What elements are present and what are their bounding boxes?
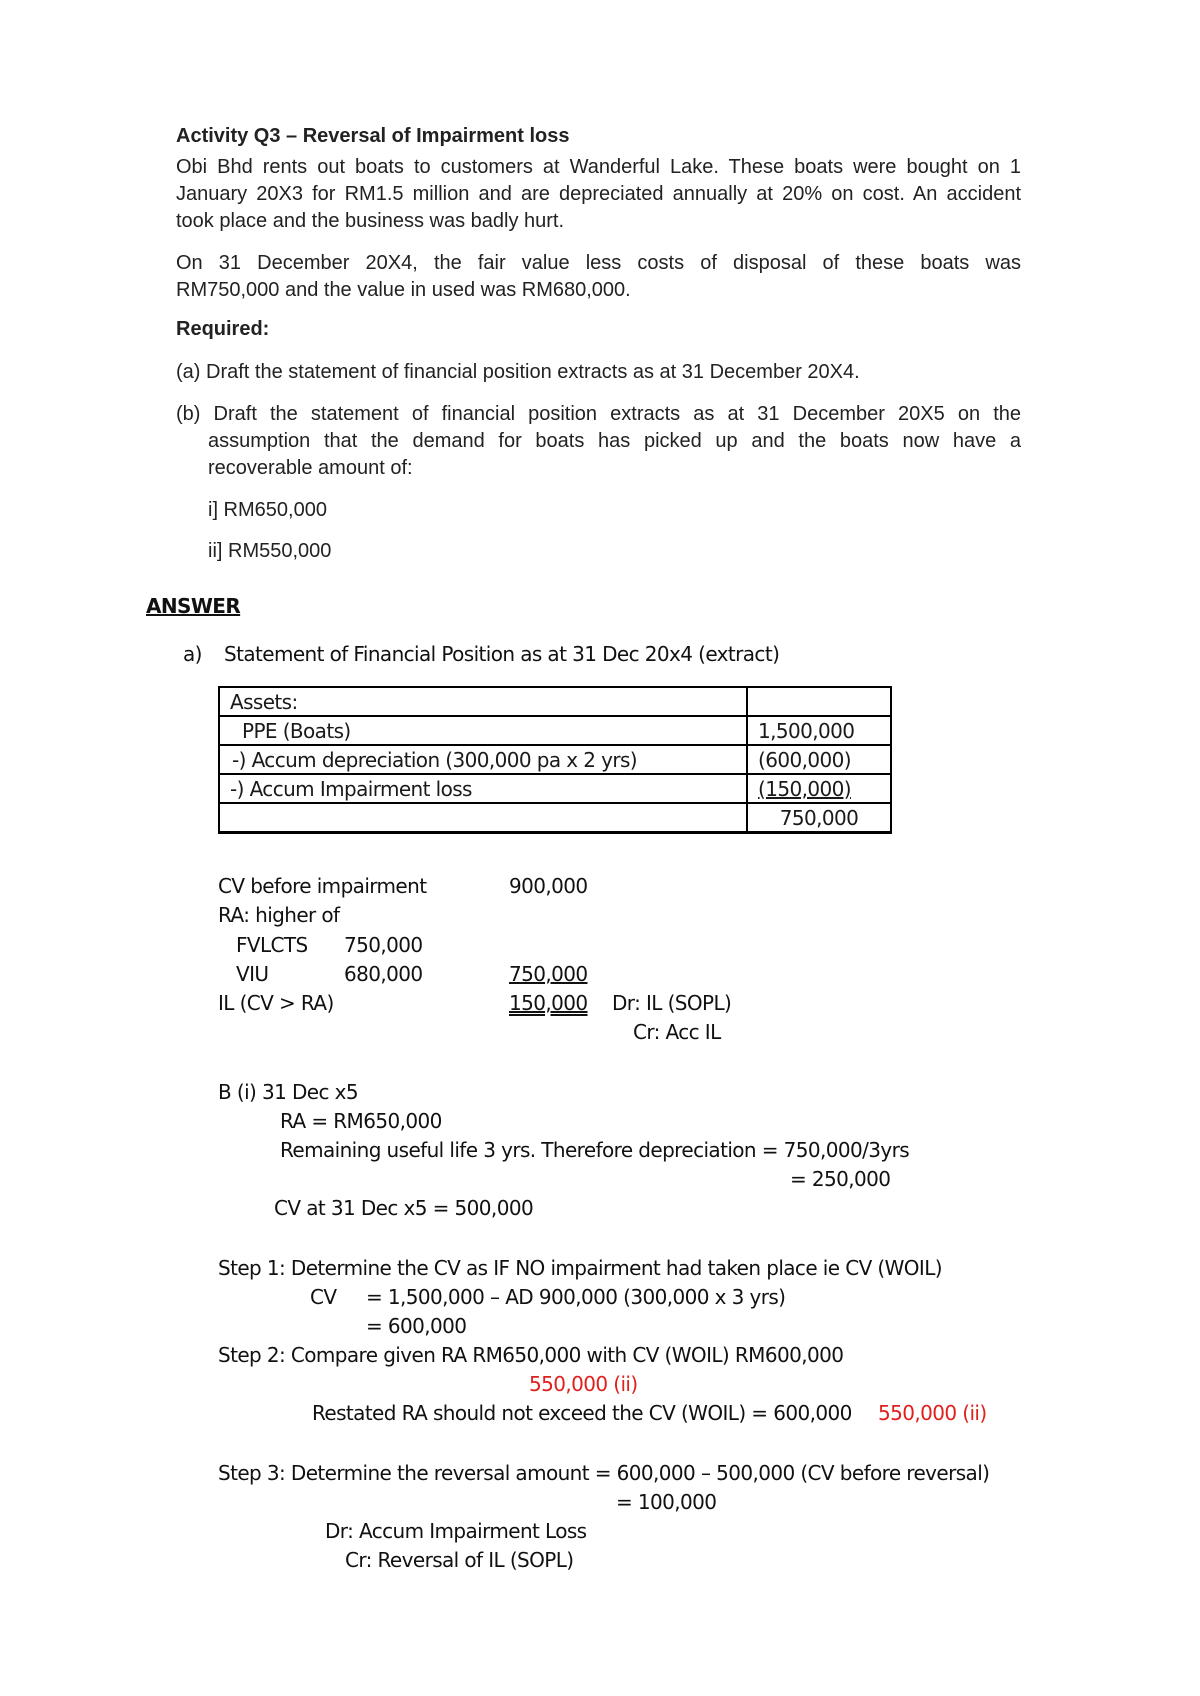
row-label: Assets: — [219, 687, 747, 716]
part-b-cv: CV at 31 Dec x5 = 500,000 — [274, 1196, 534, 1220]
part-b-heading: B (i) 31 Dec x5 — [218, 1080, 359, 1104]
part-b-ra: RA = RM650,000 — [280, 1109, 442, 1133]
table-row — [219, 716, 891, 745]
table-row — [219, 803, 891, 833]
question-part-b-line1: (b) Draft the statement of financial position extracts as at 31 December 20X5 on the — [176, 403, 1021, 425]
step2-red-value: 550,000 (ii) — [529, 1372, 638, 1396]
part-a-title: Statement of Financial Position as at 31 Dec 20x4 (extract) — [224, 642, 780, 666]
ra-label: RA: higher of — [218, 903, 340, 927]
row-value — [747, 687, 891, 716]
table-row — [219, 745, 891, 774]
step1: Step 1: Determine the CV as IF NO impairment had taken place ie CV (WOIL) — [218, 1256, 942, 1280]
row-label: -) Accum depreciation (300,000 pa x 2 yrs) — [219, 745, 747, 774]
row-value: 1,500,000 — [747, 716, 891, 745]
viu-label: VIU — [236, 962, 269, 986]
part-b-remaining: Remaining useful life 3 yrs. Therefore depreciation = 750,000/3yrs — [280, 1138, 910, 1162]
step2-restated-red: 550,000 (ii) — [878, 1401, 987, 1425]
table-row — [219, 774, 891, 803]
question-para1-line2: January 20X3 for RM1.5 million and are depreciated annually at 20% on cost. An accident — [176, 183, 1021, 205]
question-para1-line1: Obi Bhd rents out boats to customers at Wanderful Lake. These boats were bought on 1 — [176, 156, 1021, 178]
il-cr: Cr: Acc IL — [633, 1020, 721, 1044]
fvlcts-label: FVLCTS — [236, 933, 308, 957]
row-label — [219, 803, 747, 833]
step1-cv-result: = 600,000 — [366, 1314, 467, 1338]
row-value: (600,000) — [747, 745, 891, 774]
row-label: PPE (Boats) — [219, 716, 747, 745]
question-part-b-line3: recoverable amount of: — [208, 457, 413, 479]
ra-value: 750,000 — [509, 962, 588, 986]
table-row — [219, 687, 891, 716]
answer-heading: ANSWER — [146, 594, 241, 618]
question-part-b-line2: assumption that the demand for boats has picked up and the boats now have a — [208, 430, 1021, 452]
il-value: 150,000 — [509, 991, 588, 1015]
cv-before-label: CV before impairment — [218, 874, 427, 898]
step3: Step 3: Determine the reversal amount = 600,000 – 500,000 (CV before reversal) — [218, 1461, 990, 1485]
il-dr: Dr: IL (SOPL) — [612, 991, 732, 1015]
row-value: (150,000) — [758, 776, 851, 801]
step3-result: = 100,000 — [616, 1490, 717, 1514]
fvlcts-value: 750,000 — [344, 933, 423, 957]
option-i: i] RM650,000 — [208, 499, 327, 521]
step1-cv-calc: = 1,500,000 – AD 900,000 (300,000 x 3 yrs) — [366, 1285, 786, 1309]
il-label: IL (CV > RA) — [218, 991, 334, 1015]
step3-cr: Cr: Reversal of IL (SOPL) — [345, 1548, 574, 1572]
step2-restated: Restated RA should not exceed the CV (WOIL) = 600,000 — [312, 1401, 852, 1425]
cv-before-value: 900,000 — [509, 874, 588, 898]
required-label: Required: — [176, 318, 270, 340]
row-label: -) Accum Impairment loss — [219, 774, 747, 803]
question-para1-line3: took place and the business was badly hurt. — [176, 210, 565, 232]
question-para2-line1: On 31 December 20X4, the fair value less costs of disposal of these boats was — [176, 252, 1021, 274]
question-title: Activity Q3 – Reversal of Impairment loss — [176, 125, 570, 147]
option-ii: ii] RM550,000 — [208, 540, 332, 562]
sofp-table — [218, 686, 892, 834]
row-value: 750,000 — [747, 803, 891, 833]
part-b-dep-result: = 250,000 — [790, 1167, 891, 1191]
part-a-label: a) — [183, 642, 202, 666]
question-para2-line2: RM750,000 and the value in used was RM680,000. — [176, 279, 631, 301]
step1-cv-label: CV — [310, 1285, 337, 1309]
question-part-a: (a) Draft the statement of financial position extracts as at 31 December 20X4. — [176, 361, 860, 383]
step3-dr: Dr: Accum Impairment Loss — [325, 1519, 587, 1543]
viu-value: 680,000 — [344, 962, 423, 986]
step2: Step 2: Compare given RA RM650,000 with CV (WOIL) RM600,000 — [218, 1343, 844, 1367]
